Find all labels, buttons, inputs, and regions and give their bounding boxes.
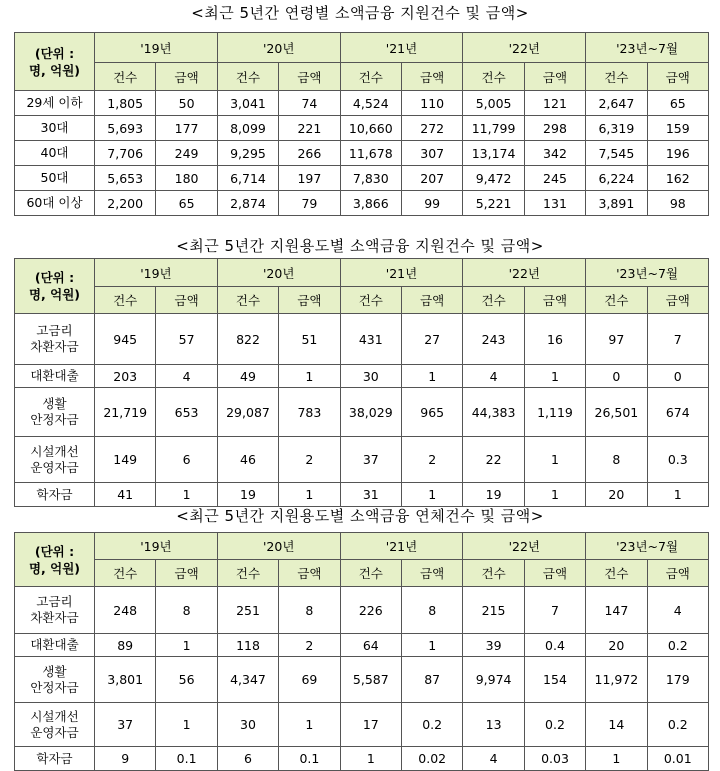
amount-cell: 342 bbox=[524, 141, 585, 166]
row-label-line: 안정자금 bbox=[30, 679, 79, 695]
count-cell: 11,799 bbox=[463, 116, 524, 141]
amount-cell: 653 bbox=[156, 388, 217, 437]
count-cell: 9,472 bbox=[463, 166, 524, 191]
count-cell: 26,501 bbox=[586, 388, 647, 437]
count-cell: 3,891 bbox=[586, 191, 647, 216]
amount-header: 금액 bbox=[279, 63, 340, 91]
row-label bbox=[15, 634, 95, 657]
count-header: 건수 bbox=[586, 287, 647, 314]
count-cell: 8,099 bbox=[217, 116, 278, 141]
count-cell: 243 bbox=[463, 314, 524, 365]
amount-cell: 110 bbox=[401, 91, 462, 116]
purpose-delinquency-table bbox=[14, 532, 709, 771]
count-header: 건수 bbox=[95, 63, 156, 91]
table-row bbox=[15, 141, 709, 166]
amount-header: 금액 bbox=[647, 63, 708, 91]
count-header: 건수 bbox=[340, 560, 401, 587]
amount-cell: 1 bbox=[156, 634, 217, 657]
year-header: '20년 bbox=[217, 33, 340, 63]
count-header: 건수 bbox=[95, 560, 156, 587]
count-cell: 4 bbox=[463, 365, 524, 388]
count-cell: 6,319 bbox=[586, 116, 647, 141]
count-cell: 22 bbox=[463, 437, 524, 483]
count-cell: 945 bbox=[95, 314, 156, 365]
amount-cell: 50 bbox=[156, 91, 217, 116]
amount-header: 금액 bbox=[279, 287, 340, 314]
amount-cell: 674 bbox=[647, 388, 708, 437]
table-section-age bbox=[0, 2, 720, 23]
amount-cell: 159 bbox=[647, 116, 708, 141]
amount-header: 금액 bbox=[524, 63, 585, 91]
amount-cell: 8 bbox=[156, 587, 217, 634]
amount-cell: 51 bbox=[279, 314, 340, 365]
unit-label-line: (단위 : bbox=[34, 45, 75, 61]
table-title: <최근 5년간 연령별 소액금융 지원건수 및 금액> bbox=[191, 4, 529, 22]
count-cell: 0 bbox=[586, 365, 647, 388]
amount-cell: 0.4 bbox=[524, 634, 585, 657]
table-row bbox=[15, 483, 709, 507]
year-header: '20년 bbox=[217, 259, 340, 287]
count-cell: 5,693 bbox=[95, 116, 156, 141]
row-label bbox=[15, 116, 95, 141]
count-cell: 6,714 bbox=[217, 166, 278, 191]
header-row-metrics bbox=[15, 560, 709, 587]
count-cell: 251 bbox=[217, 587, 278, 634]
amount-cell: 6 bbox=[156, 437, 217, 483]
row-label-line: 60대 이상 bbox=[26, 195, 83, 210]
count-header: 건수 bbox=[586, 560, 647, 587]
amount-cell: 131 bbox=[524, 191, 585, 216]
count-header: 건수 bbox=[217, 63, 278, 91]
count-cell: 44,383 bbox=[463, 388, 524, 437]
amount-cell: 69 bbox=[279, 657, 340, 703]
amount-cell: 7 bbox=[647, 314, 708, 365]
table-row bbox=[15, 657, 709, 703]
amount-cell: 1,119 bbox=[524, 388, 585, 437]
row-label-line: 차환자금 bbox=[30, 610, 79, 625]
count-cell: 29,087 bbox=[217, 388, 278, 437]
amount-header: 금액 bbox=[524, 287, 585, 314]
amount-cell: 1 bbox=[524, 365, 585, 388]
count-cell: 49 bbox=[217, 365, 278, 388]
count-header: 건수 bbox=[217, 560, 278, 587]
amount-cell: 56 bbox=[156, 657, 217, 703]
unit-label-line: (단위 : bbox=[34, 543, 75, 559]
row-label-line: 운영자금 bbox=[30, 724, 79, 740]
amount-cell: 1 bbox=[156, 483, 217, 507]
count-cell: 4 bbox=[463, 747, 524, 771]
amount-cell: 1 bbox=[401, 365, 462, 388]
unit-label bbox=[15, 259, 95, 314]
header-row-years bbox=[15, 533, 709, 560]
row-label-line: 50대 bbox=[40, 170, 69, 185]
unit-label-line: 명, 억원) bbox=[28, 287, 81, 302]
header-row-years bbox=[15, 33, 709, 63]
row-label-line: 시설개선 bbox=[30, 708, 79, 724]
amount-cell: 0.1 bbox=[156, 747, 217, 771]
age-table bbox=[14, 32, 709, 216]
table-row bbox=[15, 116, 709, 141]
amount-cell: 272 bbox=[401, 116, 462, 141]
year-header: '22년 bbox=[463, 533, 586, 560]
count-header: 건수 bbox=[586, 63, 647, 91]
amount-header: 금액 bbox=[401, 560, 462, 587]
amount-cell: 307 bbox=[401, 141, 462, 166]
amount-cell: 65 bbox=[647, 91, 708, 116]
count-cell: 6,224 bbox=[586, 166, 647, 191]
amount-cell: 87 bbox=[401, 657, 462, 703]
count-cell: 64 bbox=[340, 634, 401, 657]
count-cell: 19 bbox=[463, 483, 524, 507]
year-header: '21년 bbox=[340, 33, 463, 63]
amount-header: 금액 bbox=[156, 287, 217, 314]
row-label-line: 시설개선 bbox=[30, 443, 79, 459]
count-cell: 7,706 bbox=[95, 141, 156, 166]
year-header: '21년 bbox=[340, 259, 463, 287]
count-cell: 21,719 bbox=[95, 388, 156, 437]
amount-cell: 98 bbox=[647, 191, 708, 216]
amount-cell: 7 bbox=[524, 587, 585, 634]
year-header: '19년 bbox=[95, 259, 218, 287]
amount-cell: 1 bbox=[156, 703, 217, 747]
count-cell: 2,200 bbox=[95, 191, 156, 216]
table-row bbox=[15, 437, 709, 483]
row-label-line: 차환자금 bbox=[30, 339, 79, 354]
count-cell: 8 bbox=[586, 437, 647, 483]
amount-cell: 245 bbox=[524, 166, 585, 191]
amount-header: 금액 bbox=[156, 63, 217, 91]
count-header: 건수 bbox=[463, 560, 524, 587]
amount-cell: 207 bbox=[401, 166, 462, 191]
year-header: '23년~7월 bbox=[586, 259, 709, 287]
row-label bbox=[15, 747, 95, 771]
row-label-line: 생활 bbox=[42, 396, 67, 411]
amount-cell: 221 bbox=[279, 116, 340, 141]
table-row bbox=[15, 91, 709, 116]
amount-cell: 2 bbox=[279, 634, 340, 657]
count-cell: 39 bbox=[463, 634, 524, 657]
amount-cell: 8 bbox=[279, 587, 340, 634]
year-header: '22년 bbox=[463, 259, 586, 287]
count-cell: 215 bbox=[463, 587, 524, 634]
row-label-line: 학자금 bbox=[36, 486, 73, 502]
table-row bbox=[15, 634, 709, 657]
table-row bbox=[15, 191, 709, 216]
count-cell: 5,221 bbox=[463, 191, 524, 216]
count-cell: 37 bbox=[340, 437, 401, 483]
header-row-metrics bbox=[15, 287, 709, 314]
amount-cell: 4 bbox=[647, 587, 708, 634]
count-cell: 30 bbox=[217, 703, 278, 747]
amount-cell: 79 bbox=[279, 191, 340, 216]
count-cell: 4,347 bbox=[217, 657, 278, 703]
amount-cell: 0.03 bbox=[524, 747, 585, 771]
amount-cell: 197 bbox=[279, 166, 340, 191]
amount-cell: 0.2 bbox=[401, 703, 462, 747]
table-row bbox=[15, 388, 709, 437]
row-label bbox=[15, 587, 95, 634]
row-label bbox=[15, 314, 95, 365]
count-cell: 118 bbox=[217, 634, 278, 657]
amount-cell: 0.1 bbox=[279, 747, 340, 771]
amount-header: 금액 bbox=[156, 560, 217, 587]
table-row bbox=[15, 747, 709, 771]
count-header: 건수 bbox=[463, 287, 524, 314]
row-label bbox=[15, 437, 95, 483]
amount-header: 금액 bbox=[401, 287, 462, 314]
count-header: 건수 bbox=[95, 287, 156, 314]
year-header: '21년 bbox=[340, 533, 463, 560]
count-cell: 3,866 bbox=[340, 191, 401, 216]
count-cell: 5,587 bbox=[340, 657, 401, 703]
row-label bbox=[15, 483, 95, 507]
count-cell: 30 bbox=[340, 365, 401, 388]
row-label bbox=[15, 388, 95, 437]
count-cell: 9,974 bbox=[463, 657, 524, 703]
amount-cell: 1 bbox=[279, 703, 340, 747]
count-cell: 5,653 bbox=[95, 166, 156, 191]
count-cell: 10,660 bbox=[340, 116, 401, 141]
table-row bbox=[15, 314, 709, 365]
header-row-years bbox=[15, 259, 709, 287]
count-cell: 2,647 bbox=[586, 91, 647, 116]
row-label-line: 대환대출 bbox=[30, 368, 79, 383]
count-cell: 3,801 bbox=[95, 657, 156, 703]
count-cell: 431 bbox=[340, 314, 401, 365]
amount-cell: 1 bbox=[279, 483, 340, 507]
table-row bbox=[15, 703, 709, 747]
amount-cell: 249 bbox=[156, 141, 217, 166]
count-cell: 89 bbox=[95, 634, 156, 657]
count-header: 건수 bbox=[340, 63, 401, 91]
row-label bbox=[15, 703, 95, 747]
count-cell: 2,874 bbox=[217, 191, 278, 216]
header-row-metrics bbox=[15, 63, 709, 91]
unit-label bbox=[15, 33, 95, 91]
year-header: '23년~7월 bbox=[586, 33, 709, 63]
count-cell: 226 bbox=[340, 587, 401, 634]
amount-header: 금액 bbox=[279, 560, 340, 587]
count-cell: 41 bbox=[95, 483, 156, 507]
count-header: 건수 bbox=[217, 287, 278, 314]
amount-cell: 1 bbox=[279, 365, 340, 388]
amount-cell: 16 bbox=[524, 314, 585, 365]
count-cell: 147 bbox=[586, 587, 647, 634]
amount-cell: 8 bbox=[401, 587, 462, 634]
amount-cell: 2 bbox=[279, 437, 340, 483]
count-cell: 46 bbox=[217, 437, 278, 483]
amount-cell: 1 bbox=[401, 634, 462, 657]
row-label bbox=[15, 166, 95, 191]
row-label-line: 학자금 bbox=[36, 750, 73, 766]
amount-cell: 0.01 bbox=[647, 747, 708, 771]
count-cell: 5,005 bbox=[463, 91, 524, 116]
count-cell: 4,524 bbox=[340, 91, 401, 116]
count-header: 건수 bbox=[463, 63, 524, 91]
row-label-line: 29세 이하 bbox=[26, 95, 83, 110]
count-cell: 31 bbox=[340, 483, 401, 507]
count-cell: 38,029 bbox=[340, 388, 401, 437]
amount-header: 금액 bbox=[647, 287, 708, 314]
count-cell: 19 bbox=[217, 483, 278, 507]
row-label-line: 고금리 bbox=[36, 594, 73, 609]
count-cell: 14 bbox=[586, 703, 647, 747]
count-cell: 13,174 bbox=[463, 141, 524, 166]
amount-cell: 177 bbox=[156, 116, 217, 141]
amount-cell: 0.02 bbox=[401, 747, 462, 771]
row-label bbox=[15, 91, 95, 116]
row-label-line: 대환대출 bbox=[30, 637, 79, 652]
amount-cell: 1 bbox=[647, 483, 708, 507]
amount-cell: 99 bbox=[401, 191, 462, 216]
amount-cell: 121 bbox=[524, 91, 585, 116]
count-cell: 7,545 bbox=[586, 141, 647, 166]
row-label bbox=[15, 191, 95, 216]
count-cell: 37 bbox=[95, 703, 156, 747]
amount-header: 금액 bbox=[524, 560, 585, 587]
count-cell: 1,805 bbox=[95, 91, 156, 116]
year-header: '20년 bbox=[217, 533, 340, 560]
count-cell: 11,678 bbox=[340, 141, 401, 166]
row-label bbox=[15, 141, 95, 166]
amount-cell: 196 bbox=[647, 141, 708, 166]
table-row bbox=[15, 587, 709, 634]
row-label-line: 안정자금 bbox=[30, 412, 79, 427]
amount-cell: 0 bbox=[647, 365, 708, 388]
count-cell: 9 bbox=[95, 747, 156, 771]
amount-cell: 298 bbox=[524, 116, 585, 141]
unit-label bbox=[15, 533, 95, 587]
year-header: '23년~7월 bbox=[586, 533, 709, 560]
amount-cell: 154 bbox=[524, 657, 585, 703]
row-label bbox=[15, 657, 95, 703]
amount-cell: 0.2 bbox=[647, 634, 708, 657]
count-cell: 149 bbox=[95, 437, 156, 483]
amount-header: 금액 bbox=[401, 63, 462, 91]
amount-cell: 1 bbox=[524, 483, 585, 507]
amount-cell: 783 bbox=[279, 388, 340, 437]
row-label-line: 고금리 bbox=[36, 323, 73, 338]
year-header: '19년 bbox=[95, 533, 218, 560]
count-cell: 7,830 bbox=[340, 166, 401, 191]
amount-cell: 1 bbox=[524, 437, 585, 483]
count-cell: 11,972 bbox=[586, 657, 647, 703]
row-label-line: 운영자금 bbox=[30, 459, 79, 475]
amount-header: 금액 bbox=[647, 560, 708, 587]
table-section-purpose-delinquency bbox=[0, 505, 720, 526]
row-label bbox=[15, 365, 95, 388]
unit-label-line: 명, 억원) bbox=[28, 62, 81, 78]
table-title: <최근 5년간 지원용도별 소액금융 연체건수 및 금액> bbox=[176, 507, 544, 525]
count-cell: 203 bbox=[95, 365, 156, 388]
amount-cell: 27 bbox=[401, 314, 462, 365]
count-cell: 9,295 bbox=[217, 141, 278, 166]
count-cell: 6 bbox=[217, 747, 278, 771]
amount-cell: 0.2 bbox=[647, 703, 708, 747]
unit-label-line: (단위 : bbox=[34, 270, 75, 285]
count-header: 건수 bbox=[340, 287, 401, 314]
row-label-line: 40대 bbox=[40, 145, 69, 160]
row-label-line: 30대 bbox=[40, 120, 69, 135]
count-cell: 1 bbox=[340, 747, 401, 771]
amount-cell: 65 bbox=[156, 191, 217, 216]
amount-cell: 180 bbox=[156, 166, 217, 191]
count-cell: 20 bbox=[586, 483, 647, 507]
count-cell: 97 bbox=[586, 314, 647, 365]
count-cell: 3,041 bbox=[217, 91, 278, 116]
unit-label-line: 명, 억원) bbox=[28, 560, 81, 576]
amount-cell: 0.2 bbox=[524, 703, 585, 747]
year-header: '19년 bbox=[95, 33, 218, 63]
amount-cell: 266 bbox=[279, 141, 340, 166]
amount-cell: 0.3 bbox=[647, 437, 708, 483]
amount-cell: 74 bbox=[279, 91, 340, 116]
amount-cell: 1 bbox=[401, 483, 462, 507]
count-cell: 822 bbox=[217, 314, 278, 365]
year-header: '22년 bbox=[463, 33, 586, 63]
purpose-support-table bbox=[14, 258, 709, 507]
count-cell: 20 bbox=[586, 634, 647, 657]
amount-cell: 4 bbox=[156, 365, 217, 388]
amount-cell: 162 bbox=[647, 166, 708, 191]
table-row bbox=[15, 365, 709, 388]
count-cell: 1 bbox=[586, 747, 647, 771]
count-cell: 13 bbox=[463, 703, 524, 747]
table-title: <최근 5년간 지원용도별 소액금융 지원건수 및 금액> bbox=[176, 237, 544, 255]
amount-cell: 57 bbox=[156, 314, 217, 365]
amount-cell: 965 bbox=[401, 388, 462, 437]
row-label-line: 생활 bbox=[42, 663, 67, 679]
count-cell: 248 bbox=[95, 587, 156, 634]
amount-cell: 179 bbox=[647, 657, 708, 703]
count-cell: 17 bbox=[340, 703, 401, 747]
amount-cell: 2 bbox=[401, 437, 462, 483]
table-row bbox=[15, 166, 709, 191]
table-section-purpose-support bbox=[0, 235, 720, 256]
